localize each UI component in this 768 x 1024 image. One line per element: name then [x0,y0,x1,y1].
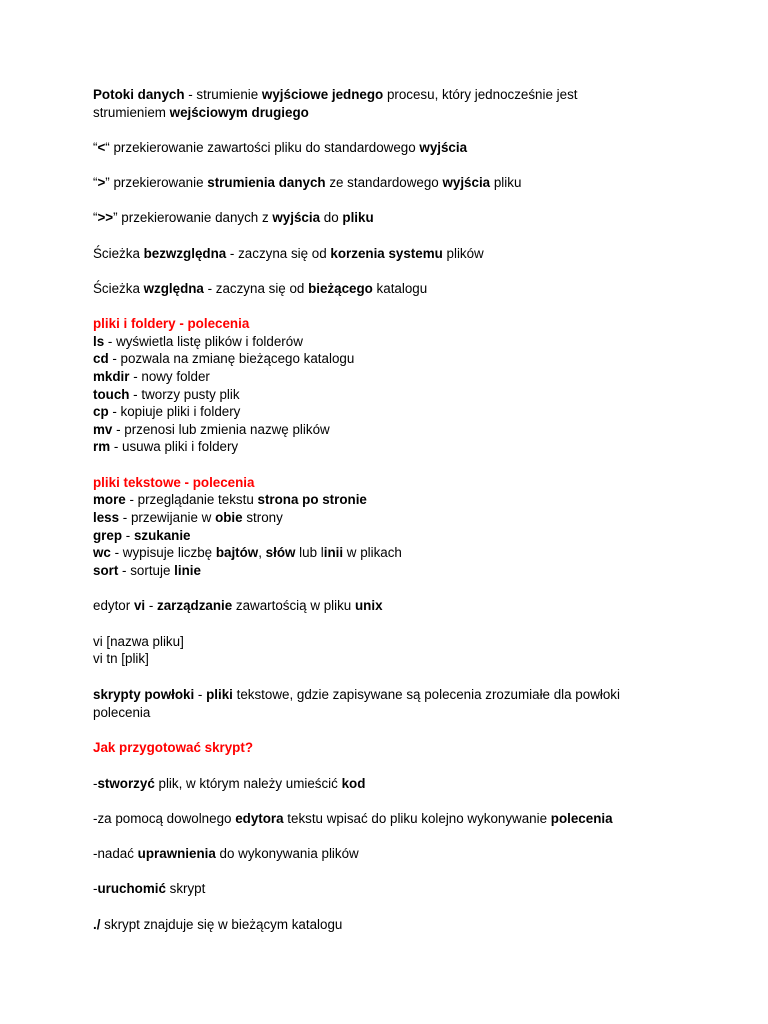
line-step-2 [93,810,613,828]
bold-term: uprawnienia [137,846,216,861]
heading-files-commands [93,315,249,333]
bold-term: słów [265,545,296,560]
text-run: “ [93,210,98,225]
section-heading-text: pliki tekstowe - polecenia [93,475,255,490]
line-cmd-cd [93,350,354,368]
text-run: strony [242,510,283,525]
text-run: ” przekierowanie [105,175,208,190]
line-vi-usage-1 [93,633,184,651]
bold-term: pliki [206,687,233,702]
text-run: -nadać [93,846,138,861]
text-run: - wyświetla listę plików i folderów [104,334,303,349]
text-run: procesu, który jednocześnie jest [383,87,578,102]
line-cmd-sort [93,562,201,580]
text-run: - przeglądanie tekstu [125,492,258,507]
text-run: skrypt znajduje się w bieżącym katalogu [100,917,343,932]
text-run: , [258,545,266,560]
bold-term: bezwzględna [143,246,227,261]
bold-term: mv [93,422,113,437]
text-run: do wykonywania plików [215,846,359,861]
line-scripts-2 [93,704,150,722]
text-run: - [145,598,158,613]
bold-term: bieżącego [308,281,373,296]
text-run: Ścieżka [93,281,144,296]
heading-text-commands [93,474,254,492]
line-step-1 [93,775,365,793]
line-potoki [93,86,577,104]
bold-term: wejściowym drugiego [169,105,309,120]
bold-term: mkdir [93,369,130,384]
text-run: - [93,881,98,896]
text-run: ” przekierowanie danych z [113,210,273,225]
bold-term: vi [133,598,146,613]
text-run: - kopiuje pliki i foldery [108,404,241,419]
bold-term: strumienia danych [207,175,326,190]
text-run: plik, w którym należy umieścić [154,776,342,791]
line-step-3 [93,845,359,863]
text-run: - tworzy pusty plik [129,387,240,402]
text-run: pliku [490,175,522,190]
bold-term: cd [93,351,109,366]
bold-term: less [93,510,120,525]
bold-term: Potoki danych [93,87,185,102]
bold-term: bajtów [215,545,259,560]
text-run: w plikach [343,545,402,560]
line-cmd-more [93,491,367,509]
text-run: - zaczyna się od [203,281,309,296]
line-cmd-rm [93,438,238,456]
text-run: vi [nazwa pliku] [93,634,184,649]
bold-term: more [93,492,126,507]
bold-term: grep [93,528,123,543]
line-redir-append [93,209,374,227]
text-run: - [93,776,98,791]
text-run: edytor [93,598,134,613]
line-cmd-cp [93,403,240,421]
text-run: lub l [295,545,324,560]
bold-term: skrypty powłoki [93,687,195,702]
bold-term: kod [341,776,366,791]
text-run: do [320,210,343,225]
bold-term: rm [93,439,111,454]
bold-term: ls [93,334,105,349]
bold-term: unix [354,598,383,613]
bold-term: pliku [342,210,374,225]
line-vi-usage-2 [93,650,149,668]
text-run: - zaczyna się od [226,246,331,261]
bold-term: edytora [235,811,284,826]
line-abs-path [93,245,484,263]
text-run: - usuwa pliki i foldery [110,439,239,454]
section-heading-text: Jak przygotować skrypt? [93,740,253,755]
text-run: -za pomocą dowolnego [93,811,236,826]
text-run: - sortuje [118,563,175,578]
text-run: - [122,528,134,543]
bold-term: uruchomić [97,881,166,896]
text-run: - nowy folder [129,369,210,384]
text-run: plików [442,246,484,261]
line-run-local [93,916,342,934]
bold-term: wyjścia [442,175,491,190]
bold-term: zarządzanie [157,598,233,613]
bold-term: inii [323,545,344,560]
line-potoki-2 [93,104,309,122]
text-run: zawartością w pliku [232,598,355,613]
line-cmd-mkdir [93,368,210,386]
bold-term: obie [215,510,243,525]
text-run: strumieniem [93,105,170,120]
bold-term: cp [93,404,109,419]
bold-term: szukanie [133,528,191,543]
line-cmd-touch [93,386,240,404]
line-redir-in [93,139,467,157]
line-step-4 [93,880,205,898]
text-run: skrypt [165,881,206,896]
text-run: ze standardowego [325,175,443,190]
bold-term: < [97,140,106,155]
bold-term: polecenia [550,811,613,826]
bold-term: wc [93,545,111,560]
text-run: - pozwala na zmianę bieżącego katalogu [108,351,355,366]
text-run: - [194,687,207,702]
section-heading-text: pliki i foldery - polecenia [93,316,250,331]
bold-term: stworzyć [97,776,155,791]
line-rel-path [93,280,427,298]
text-run: “ [93,140,98,155]
text-run: - wypisuje liczbę [110,545,216,560]
bold-term: >> [97,210,114,225]
bold-term: strona po stronie [257,492,367,507]
bold-term: sort [93,563,119,578]
text-run: - strumienie [184,87,262,102]
bold-term: względna [143,281,204,296]
line-scripts [93,686,620,704]
line-vi-editor [93,597,383,615]
line-cmd-wc [93,544,402,562]
bold-term: touch [93,387,130,402]
bold-term: > [97,175,106,190]
line-redir-out [93,174,521,192]
bold-term: linie [174,563,201,578]
text-run: polecenia [93,705,151,720]
heading-script-howto [93,739,253,757]
text-run: Ścieżka [93,246,144,261]
text-run: tekstu wpisać do pliku kolejno wykonywanie [283,811,551,826]
text-run: vi tn [plik] [93,651,149,666]
bold-term: wyjścia [272,210,321,225]
text-run: tekstowe, gdzie zapisywane są polecenia zrozumiałe dla powłoki [232,687,620,702]
text-run: “ [93,175,98,190]
text-run: - przewijanie w [119,510,216,525]
text-run: - przenosi lub zmienia nazwę plików [112,422,330,437]
text-run: “ przekierowanie zawartości pliku do standardowego [105,140,420,155]
bold-term: korzenia systemu [330,246,443,261]
bold-term: wyjściowe jednego [261,87,384,102]
line-cmd-grep [93,527,191,545]
line-cmd-less [93,509,283,527]
line-cmd-ls [93,333,303,351]
text-run: katalogu [372,281,428,296]
line-cmd-mv [93,421,330,439]
bold-term: ./ [93,917,101,932]
bold-term: wyjścia [419,140,468,155]
